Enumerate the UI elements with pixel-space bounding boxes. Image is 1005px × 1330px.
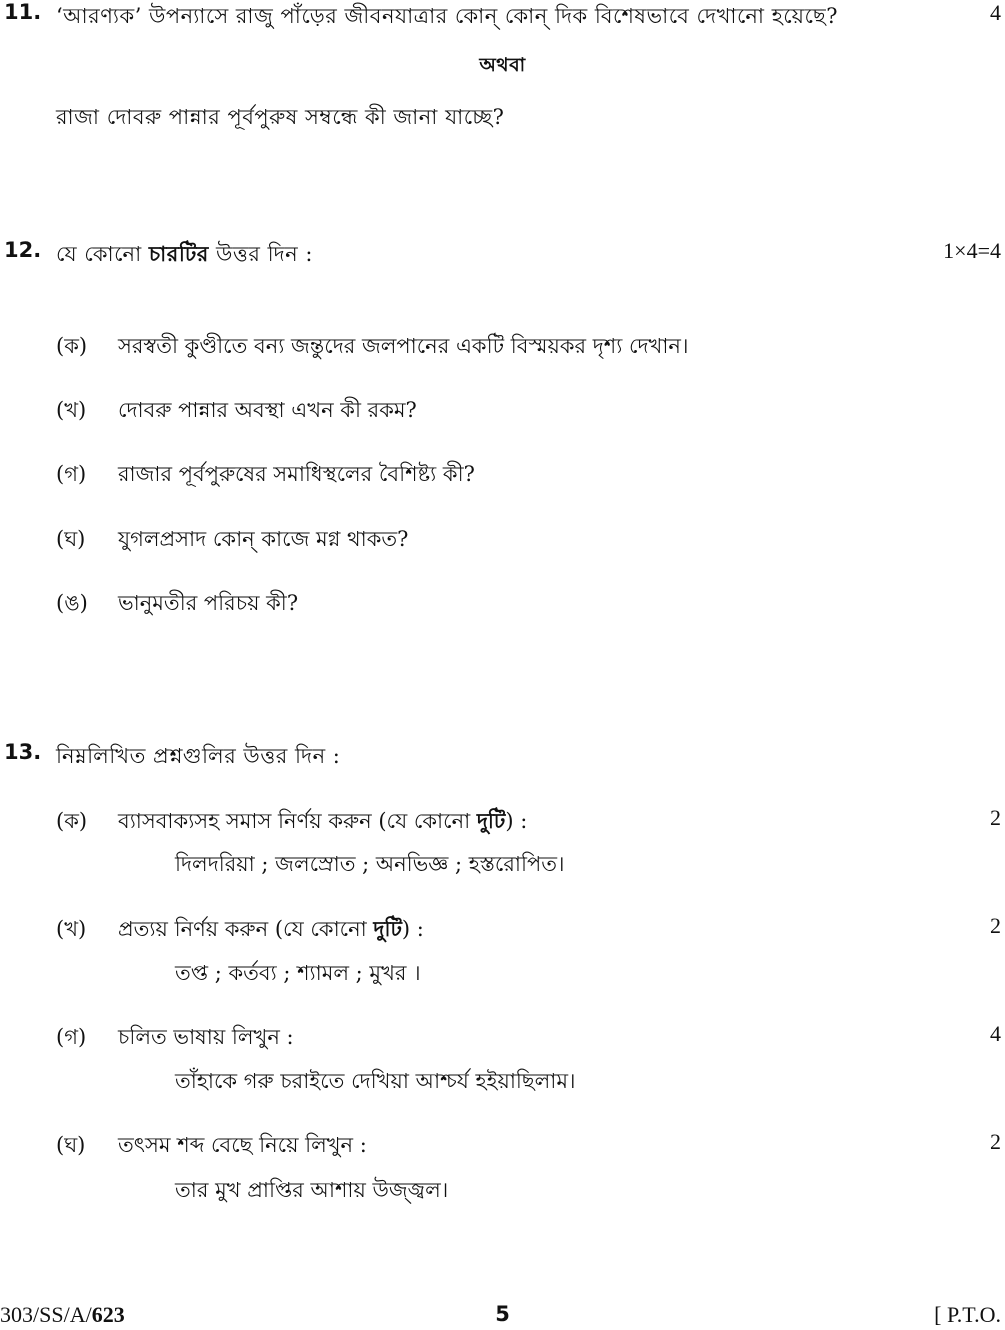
q13-item-label: (ঘ) (56, 1133, 86, 1157)
question-11-alt-text: রাজা দোবরু পান্নার পূর্বপুরুষ সম্বন্ধে কী জানা যাচ্ছে? (56, 105, 505, 129)
q13-item-marks: 2 (990, 913, 1001, 938)
paper-code-number: 623 (91, 1302, 125, 1327)
q13-item-text: চলিত ভাষায় লিখুন : (118, 1025, 294, 1049)
pto-label: [ P.T.O. (934, 1302, 1001, 1327)
question-13-text: নিম্নলিখিত প্রশ্নগুলির উত্তর দিন : (56, 744, 341, 768)
q13-item-detail: তাঁহাকে গরু চরাইতে দেখিয়া আশ্চর্য হইয়াছিলাম। (175, 1069, 576, 1093)
q12-item-label: (খ) (56, 398, 87, 422)
paper-code-prefix: 303/SS/A/ (0, 1302, 92, 1327)
q13-item-marks: 2 (990, 1129, 1001, 1154)
or-label: অথবা (479, 54, 526, 76)
question-11-marks: 4 (990, 0, 1001, 25)
q13-item-text-pre: ব্যাসবাক্যসহ সমাস নির্ণয় করুন (যে কোনো (118, 809, 477, 833)
q13-item-text-bold: দুটি (476, 808, 506, 833)
q12-item-label: (ক) (56, 334, 88, 358)
q13-item-marks: 4 (990, 1021, 1001, 1046)
q12-item-label: (গ) (56, 462, 87, 486)
question-11-number: 11. (4, 0, 42, 24)
q12-item-text: রাজার পূর্বপুরুষের সমাধিস্থলের বৈশিষ্ট্য কী? (118, 462, 475, 486)
question-11-text: ‘আরণ্যক’ উপন্যাসে রাজু পাঁড়ের জীবনযাত্রার কোন্ কোন্ দিক বিশেষভাবে দেখানো হয়েছে? (56, 4, 838, 28)
question-12-text-post: উত্তর দিন : (208, 242, 313, 266)
q13-item-marks: 2 (990, 805, 1001, 830)
q13-item-text-post: ) : (505, 809, 528, 833)
q13-item-detail: তপ্ত ; কর্তব্য ; শ্যামল ; মুখর । (175, 961, 421, 985)
question-12-text-pre: যে কোনো (56, 242, 149, 266)
q13-item-label: (গ) (56, 1025, 87, 1049)
q12-item-text: সরস্বতী কুণ্ডীতে বন্য জন্তুদের জলপানের একটি বিস্ময়কর দৃশ্য দেখান। (118, 334, 689, 358)
q13-item-text-bold: দুটি (373, 916, 402, 941)
q13-item-text-pre: প্রত্যয় নির্ণয় করুন (যে কোনো (118, 917, 374, 941)
q13-item-label: (ক) (56, 809, 88, 833)
q13-item-text-post: ) : (401, 917, 424, 941)
q13-item-detail: তার মুখ প্রাপ্তির আশায় উজ্জ্বল। (175, 1178, 449, 1202)
question-12-marks: 1×4=4 (943, 238, 1001, 263)
q12-item-label: (ঘ) (56, 527, 86, 551)
q12-item-label: (ঙ) (56, 591, 88, 615)
q12-item-text: ভানুমতীর পরিচয় কী? (118, 591, 299, 615)
question-12-text-bold: চারটির (148, 241, 209, 266)
question-12-text (56, 238, 313, 273)
question-12-number: 12. (4, 238, 42, 262)
q13-item-text (118, 805, 527, 840)
q12-item-text: দোবরু পান্নার অবস্থা এখন কী রকম? (118, 398, 417, 422)
q13-item-text: তৎসম শব্দ বেছে নিয়ে লিখুন : (118, 1133, 367, 1157)
q13-item-label: (খ) (56, 917, 87, 941)
question-13-number: 13. (4, 740, 42, 764)
page-number: 5 (495, 1302, 510, 1326)
q12-item-text: যুগলপ্রসাদ কোন্ কাজে মগ্ন থাকত? (118, 527, 409, 551)
q13-item-text (118, 913, 424, 948)
q13-item-detail: দিলদরিয়া ; জলস্রোত ; অনভিজ্ঞ ; হস্তরোপিত। (175, 852, 565, 876)
